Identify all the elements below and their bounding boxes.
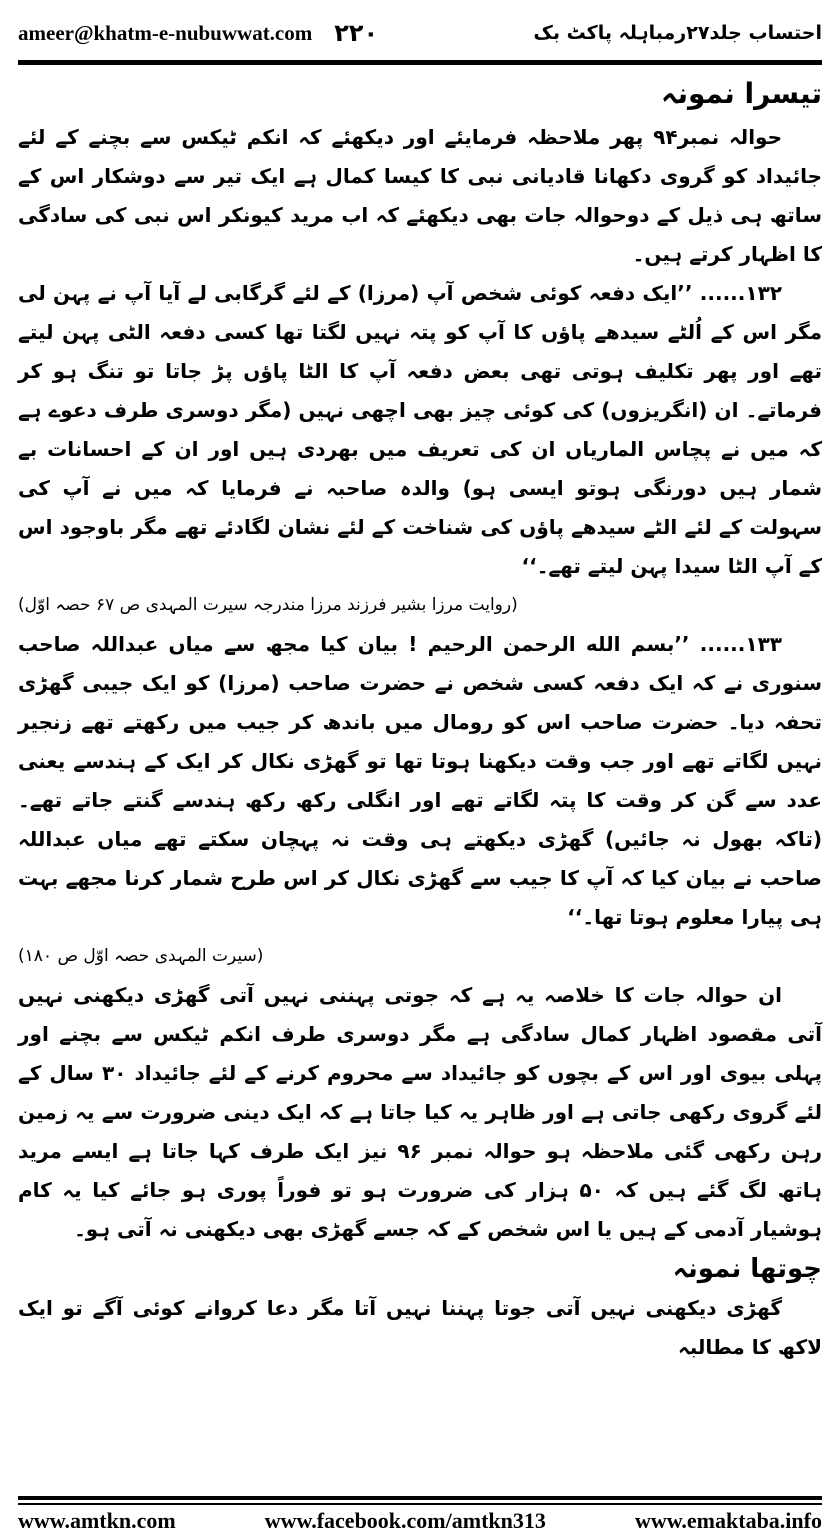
quote-133: ۱۳۳...... ’’بسم الله الرحمن الرحیم ! بیان کیا مجھ سے میاں عبداللہ صاحب سنوری نے کہ ایک دفعہ کسی شخص نے حضرت صاحب (مرزا) کو ایک جیبی گھڑی تحفہ دیا۔ حضرت صاحب اس کو رومال میں باندھ کر جیب میں رکھتے تھے زنجیر نہیں لگاتے تھے اور جب وقت دیکھنا ہوتا تھا تو گھڑی نکال کر ایک کے ہندسے یعنی عدد سے گن کر وقت کا پتہ لگاتے تھے اور انگلی رکھ رکھ ہندسے گنتے جاتے تھے۔ (تاکہ بھول نہ جائیں) گھڑی دیکھتے ہی وقت نہ پہچان سکتے تھے میاں عبداللہ صاحب نے بیان کیا کہ آپ کا جیب سے گھڑی نکال کر اس طرح شمار کرنا مجھے بہت ہی پیارا معلوم ہوتا تھا۔‘‘: [18, 632, 822, 929]
footer-rule-thick: [18, 1496, 822, 1500]
last-line: گھڑی دیکھنی نہیں آتی جوتا پہننا نہیں آتا مگر دعا کروانے کوئی آگے تو ایک لاکھ کا مطالبہ: [18, 1296, 822, 1359]
page-footer: [18, 1506, 822, 1536]
page-number: ۲۲۰: [334, 19, 379, 47]
footer-rule-thin: [18, 1503, 822, 1505]
citation-132: (روایت مرزا بشیر فرزند مرزا مندرجہ سیرت المہدی ص ۶۷ حصہ اوّل): [18, 595, 518, 615]
header-rule: [18, 60, 822, 65]
intro-paragraph: حوالہ نمبر۹۴ پھر ملاحظہ فرمایئے اور دیکھئے کہ انکم ٹیکس سے بچنے کے لئے جائیداد کو گروی دکھانا قادیانی نبی کا کیسا کمال ہے ایک تیر سے دوشکار اس کے ساتھ ہی ذیل کے دوحوالہ جات بھی دیکھئے کہ اب مرید کیونکر اس نبی کی سادگی کا اظہار کرتے ہیں۔: [18, 125, 822, 266]
footer-rules: [18, 1496, 822, 1505]
quote-132: ۱۳۲...... ’’ایک دفعہ کوئی شخص آپ (مرزا) کے لئے گرگابی لے آیا آپ نے پہن لی مگر اس کے اُلٹے سیدھے پاؤں کا آپ کو پتہ نہیں لگتا تھا کسی دفعہ الٹی پہن لیتے تھے اور پھر تکلیف ہوتی تھی بعض دفعہ آپ کا الٹا پاؤں پڑ جاتا تو تنگ ہو کر فرماتے۔ ان (انگریزوں) کی کوئی چیز بھی اچھی نہیں (مگر دوسری طرف دعوے ہے کہ میں نے پچاس الماریاں ان کی تعریف میں بھردی ہیں اور ان کے احسانات بے شمار ہیں دورنگی ہوتو ایسی ہو) والدہ صاحبہ نے فرمایا کہ میں نے آپ کی سہولت کے لئے الٹے سیدھے پاؤں کی شناخت کے لئے نشان لگادئے تھے مگر باوجود اس کے آپ الٹا سیدا پہن لیتے تھے۔‘‘: [18, 281, 822, 578]
page-header: [18, 12, 822, 54]
footer-site-facebook: www.facebook.com/amtkn313: [264, 1508, 546, 1533]
header-email: ameer@khatm-e-nubuwwat.com: [18, 20, 313, 45]
summary-paragraph: ان حوالہ جات کا خلاصہ یہ ہے کہ جوتی پہننی نہیں آتی گھڑی دیکھنی نہیں آتی مقصود اظہار کمال سادگی ہے مگر دوسری طرف انکم ٹیکس سے بچنے اور پہلی بیوی اور اس کے بچوں کو جائیداد سے محروم کرنے کے لئے جائیداد ۳۰ سال کے لئے گروی رکھی جاتی ہے اور ظاہر یہ کیا جاتا ہے کہ ایک دینی ضرورت سے یہ زمین رہن رکھی گئی ملاحظہ ہو حوالہ نمبر ۹۶ نیز ایک طرف کہا جاتا ہے ایسے مرید ہاتھ لگ گئے ہیں کہ ۵۰ ہزار کی ضرورت ہو تو فوراً پوری ہو جائے کیا یہ کام ہوشیار آدمی کے ہیں یا اس شخص کے کہ جسے گھڑی بھی دیکھنی نہ آتی ہو۔: [18, 983, 822, 1241]
footer-site-emaktaba: www.emaktaba.info: [634, 1508, 822, 1533]
citation-row-132: [18, 586, 822, 625]
citation-133: (سیرت المہدی حصہ اوّل ص ۱۸۰): [18, 946, 264, 966]
heading-fourth-example: چوتھا نمونہ: [672, 1254, 822, 1284]
book-title: احتساب جلد۲۷رمباہلہ پاکٹ بک: [533, 22, 822, 44]
citation-row-133: [18, 937, 822, 976]
footer-site-amtkn: www.amtkn.com: [18, 1508, 176, 1533]
heading-third-example: تیسرا نمونہ: [661, 77, 822, 110]
page-body: [18, 70, 822, 1367]
header-left: [18, 19, 378, 47]
